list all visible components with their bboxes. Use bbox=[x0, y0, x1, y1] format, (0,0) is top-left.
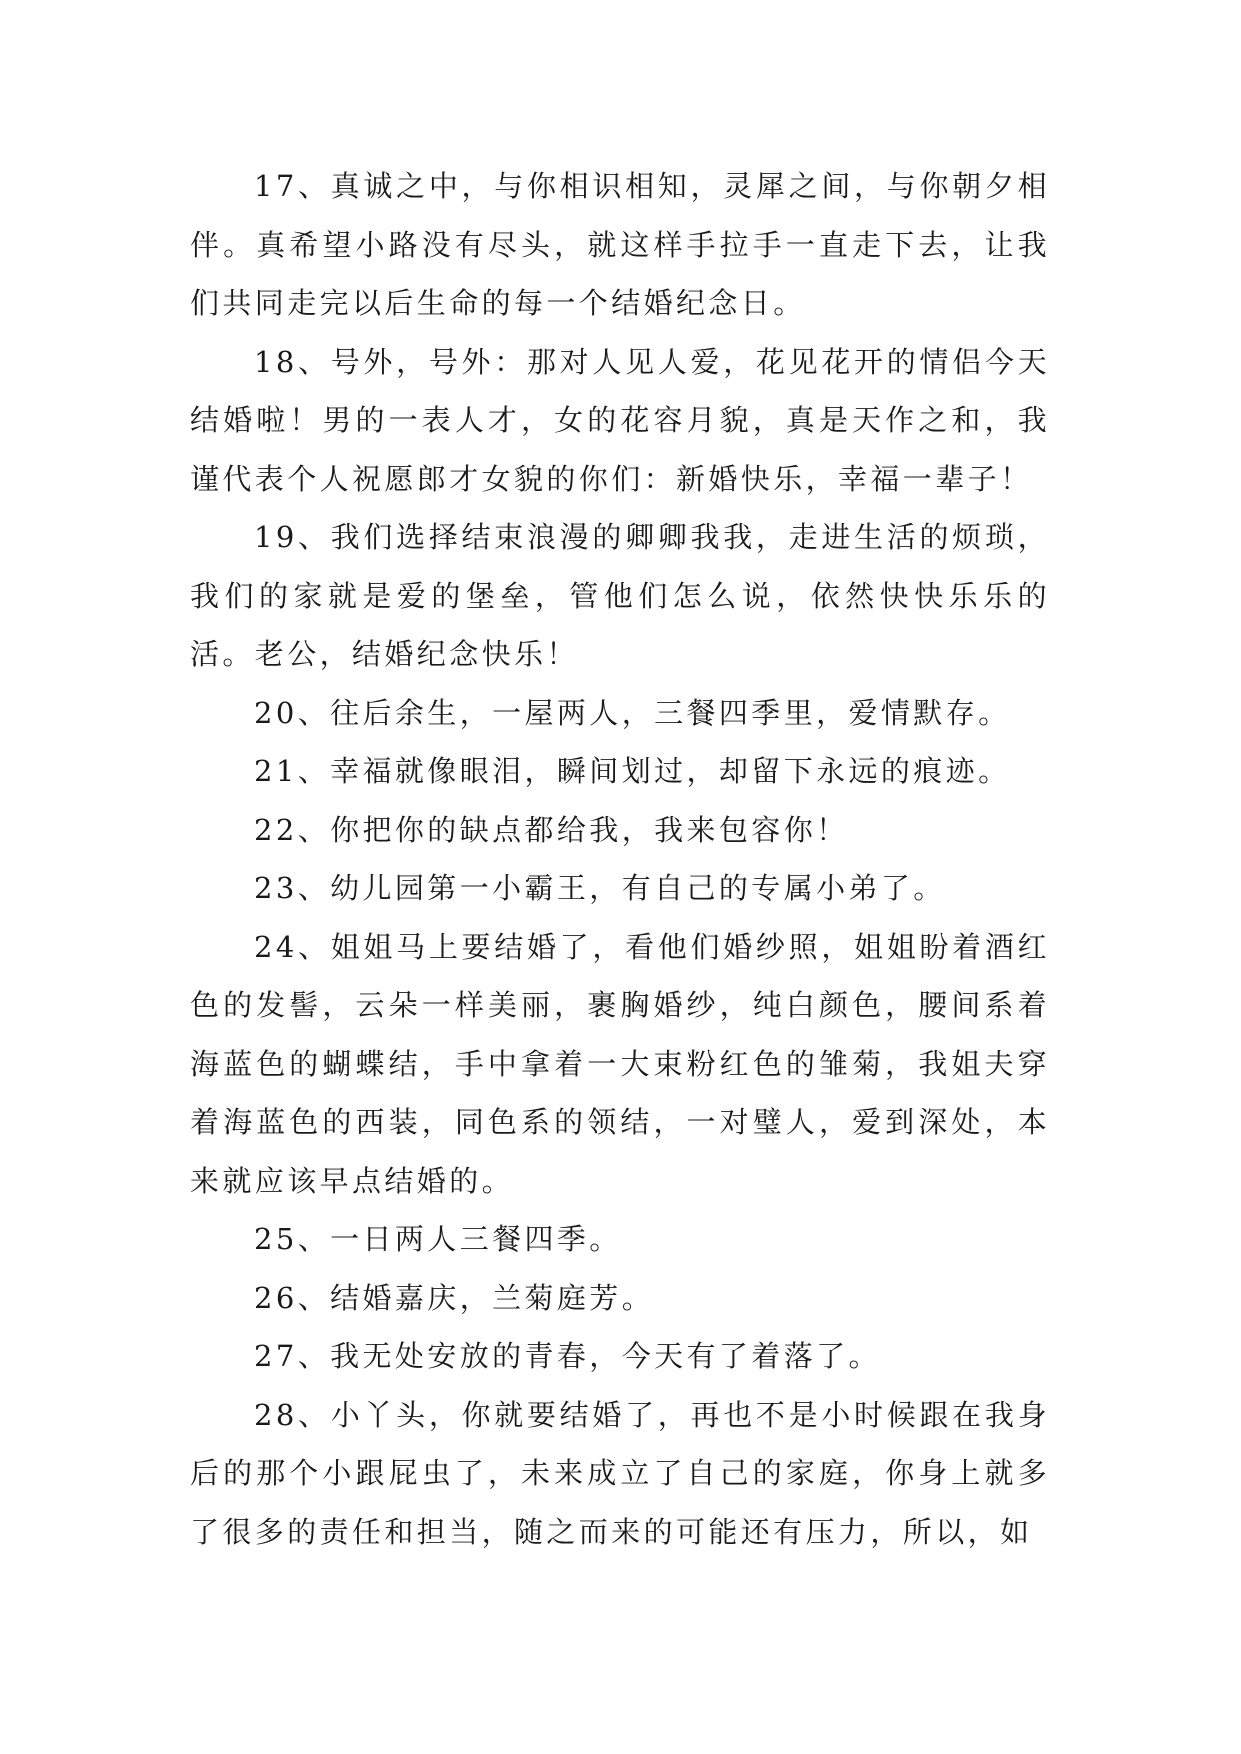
paragraph-19: 19、我们选择结束浪漫的卿卿我我，走进生活的烦琐，我们的家就是爱的堡垒，管他们怎么说，依然快快乐乐的活。老公，结婚纪念快乐！ bbox=[190, 520, 1050, 671]
document-body bbox=[190, 157, 1050, 1561]
paragraph-27: 27、我无处安放的青春，今天有了着落了。 bbox=[254, 1339, 881, 1373]
paragraph-26: 26、结婚嘉庆，兰菊庭芳。 bbox=[254, 1280, 655, 1315]
paragraph-18: 18、号外，号外：那对人见人爱，花见花开的情侣今天结婚啦！男的一表人才，女的花容月貌，真是天作之和，我谨代表个人祝愿郎才女貌的你们：新婚快乐，幸福一辈子！ bbox=[190, 344, 1050, 496]
paragraph-20: 20、往后余生，一屋两人，三餐四季里，爱情默存。 bbox=[254, 695, 1011, 730]
paragraph-24: 24、姐姐马上要结婚了，看他们婚纱照，姐姐盼着酒红色的发髻，云朵一样美丽，裹胸婚纱，纯白颜色，腰间系着海蓝色的蝴蝶结，手中拿着一大束粉红色的雏菊，我姐夫穿着海蓝色的西装，同色系的领结，一对璧人，爱到深处，本来就应该早点结婚的。 bbox=[190, 929, 1050, 1198]
paragraph-21: 21、幸福就像眼泪，瞬间划过，却留下永远的痕迹。 bbox=[254, 754, 1011, 788]
paragraph-22: 22、你把你的缺点都给我，我来包容你！ bbox=[254, 812, 849, 847]
paragraph-23: 23、幼儿园第一小霸王，有自己的专属小弟了。 bbox=[254, 871, 946, 905]
paragraph-25: 25、一日两人三餐四季。 bbox=[254, 1222, 622, 1256]
paragraph-28: 28、小丫头，你就要结婚了，再也不是小时候跟在我身后的那个小跟屁虫了，未来成立了自己的家庭，你身上就多了很多的责任和担当，随之而来的可能还有压力，所以，如 bbox=[190, 1397, 1050, 1549]
paragraph-17: 17、真诚之中，与你相识相知，灵犀之间，与你朝夕相伴。真希望小路没有尽头，就这样手拉手一直走下去，让我们共同走完以后生命的每一个结婚纪念日。 bbox=[190, 169, 1050, 320]
